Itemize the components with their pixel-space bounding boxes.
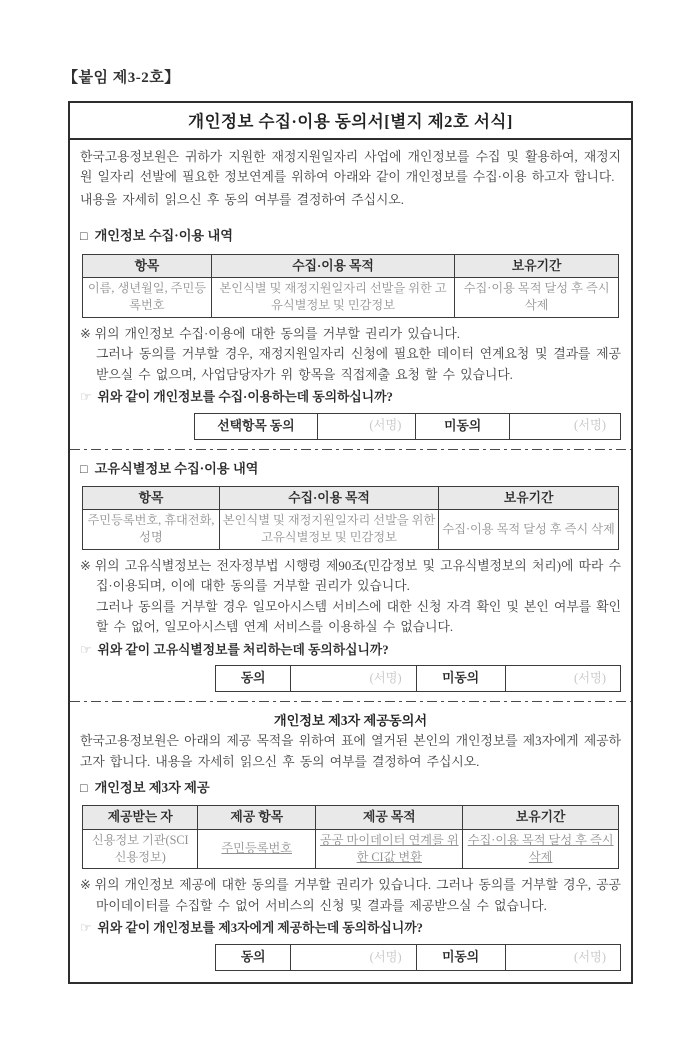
- section-personal-heading-label: 개인정보 수집·이용 내역: [94, 228, 233, 244]
- signature-table-unique: [215, 665, 621, 692]
- form-intro: 한국고용정보원은 귀하가 지원한 재정지원일자리 사업에 개인정보를 수집 및 활용하여, 재정지원 일자리 선발에 필요한 정보연계를 위하여 아래와 같이 개인정보를 수집·이용 하고자 합니다.: [80, 150, 621, 185]
- section-third-party-heading: [80, 777, 621, 798]
- agree-label: 동의: [216, 944, 291, 970]
- disagree-signature-field[interactable]: (서명): [505, 944, 620, 970]
- note-line: 그러나 동의를 거부할 경우, 재정지원일자리 신청에 필요한 데이터 연계요청 및 결과를 제공 받으실 수 없으며, 사업담당자가 위 항목을 직접제출 요청 할 수 있습니다.: [96, 347, 621, 382]
- section-divider: [70, 701, 631, 702]
- note-text: 위의 고유식별정보는 전자정부법 시행령 제90조(민감정보 및 고유식별정보의 처리)에 따라 수집·이용되며, 이에 대한 동의를 거부할 권리가 있습니다.: [94, 558, 622, 594]
- disagree-label: 미동의: [416, 944, 505, 970]
- note-line: 그러나 동의를 거부할 경우 일모아시스템 서비스에 대한 신청 자격 확인 및 본인 여부를 확인할 수 없어, 일모아시스템 연계 서비스를 이용하실 수 없습니다.: [96, 599, 621, 635]
- pointing-hand-icon: ☞: [80, 921, 92, 936]
- reference-mark-icon: ※: [80, 878, 91, 893]
- section-unique-heading: [80, 458, 621, 479]
- signature-table-personal: [194, 413, 621, 440]
- third-party-table: [82, 805, 619, 869]
- third-party-intro: 한국고용정보원은 아래의 제공 목적을 위하여 표에 열거된 본인의 개인정보를 제3자에게 제공하고자 합니다. 내용을 자세히 읽으신 후 동의 여부를 결정하여 주십시오.: [80, 734, 621, 769]
- section-third-party: [80, 710, 621, 971]
- disagree-label: 미동의: [416, 413, 510, 439]
- cell-purpose: 본인식별 및 재정지원일자리 선발을 위한 고유식별정보 및 민감정보: [219, 510, 439, 550]
- section-unique-heading-label: 고유식별정보 수집·이용 내역: [94, 460, 259, 476]
- agree-label: 동의: [216, 666, 291, 692]
- cell-provided-item: 주민등록번호: [198, 829, 316, 869]
- reference-mark-icon: ※: [80, 558, 91, 573]
- consent-question: [80, 918, 621, 938]
- consent-question-text: 위와 같이 고유식별정보를 처리하는데 동의하십니까?: [97, 642, 389, 657]
- consent-question-text: 위와 같이 개인정보를 수집·이용하는데 동의하십니까?: [97, 390, 393, 405]
- consent-question: [80, 640, 621, 660]
- table-header-row: [83, 806, 619, 829]
- column-header-provide-purpose: 제공 목적: [316, 806, 463, 829]
- disagree-signature-field[interactable]: (서명): [505, 666, 620, 692]
- note-line: [80, 875, 621, 916]
- column-header-purpose: 수집·이용 목적: [219, 486, 439, 509]
- checkbox-icon: □: [80, 781, 88, 796]
- column-header-recipient: 제공받는 자: [83, 806, 198, 829]
- cell-retention: 수집·이용 목적 달성 후 즉시 삭제: [439, 510, 618, 550]
- agree-label: 선택항목 동의: [194, 413, 318, 439]
- note-text: 위의 개인정보 수집·이용에 대한 동의를 거부할 권리가 있습니다.: [94, 326, 460, 341]
- agree-signature-field[interactable]: (서명): [318, 413, 416, 439]
- personal-info-table: [82, 254, 619, 318]
- column-header-retention: 보유기간: [439, 486, 618, 509]
- note-text: 위의 개인정보 제공에 대한 동의를 거부할 권리가 있습니다. 그러나 동의를 거부할 경우, 공공 마이데이터를 수집할 수 없어 서비스의 신청 및 결과를 제공받으실 수 없습니다.: [94, 878, 621, 913]
- consent-question-text: 위와 같이 개인정보를 제3자에게 제공하는데 동의하십니까?: [97, 921, 423, 936]
- column-header-provided-item: 제공 항목: [198, 806, 316, 829]
- third-party-title: 개인정보 제3자 제공동의서: [273, 713, 428, 729]
- disagree-signature-field[interactable]: (서명): [510, 413, 621, 439]
- attachment-label: 【붙임 제3-2호】: [63, 70, 180, 86]
- form-body: [70, 140, 631, 982]
- table-header-row: [83, 254, 619, 277]
- cell-item: 주민등록번호, 휴대전화, 성명: [83, 510, 220, 550]
- column-header-retention: 보유기간: [455, 254, 618, 277]
- table-header-row: [83, 486, 619, 509]
- checkbox-icon: □: [80, 229, 88, 244]
- form-title: 개인정보 수집·이용 동의서[별지 제2호 서식]: [70, 103, 631, 140]
- cell-item: 이름, 생년월일, 주민등록번호: [83, 278, 212, 318]
- section-personal-info: [80, 225, 621, 439]
- section-divider: [70, 449, 631, 450]
- form-intro-instruction: 내용을 자세히 읽으신 후 동의 여부를 결정하여 주십시오.: [80, 192, 404, 207]
- pointing-hand-icon: ☞: [80, 390, 92, 405]
- table-row: [83, 829, 619, 869]
- agree-signature-field[interactable]: (서명): [291, 944, 416, 970]
- section-third-party-heading-label: 개인정보 제3자 제공: [94, 780, 210, 796]
- reference-mark-icon: ※: [80, 326, 91, 341]
- note-line: [80, 324, 621, 344]
- section-unique-id-info: [80, 458, 621, 693]
- disagree-label: 미동의: [416, 666, 505, 692]
- section-personal-notes: [80, 324, 621, 385]
- table-row: [83, 510, 619, 550]
- table-row: [83, 278, 619, 318]
- column-header-purpose: 수집·이용 목적: [211, 254, 455, 277]
- cell-recipient: 신용정보 기관(SCI신용정보): [83, 829, 198, 869]
- column-header-retention: 보유기간: [463, 806, 618, 829]
- cell-purpose: 본인식별 및 재정지원일자리 선발을 위한 고유식별정보 및 민감정보: [211, 278, 455, 318]
- unique-id-table: [82, 486, 619, 550]
- column-header-item: 항목: [83, 254, 212, 277]
- section-third-party-notes: [80, 875, 621, 916]
- cell-provide-purpose: 공공 마이데이터 연계를 위한 CI값 변환: [316, 829, 463, 869]
- signature-table-third-party: [215, 944, 621, 971]
- section-personal-heading: [80, 225, 621, 246]
- checkbox-icon: □: [80, 461, 88, 476]
- section-unique-notes: [80, 556, 621, 638]
- cell-retention: 수집·이용 목적 달성 후 즉시 삭제: [455, 278, 618, 318]
- cell-retention: 수집·이용 목적 달성 후 즉시 삭제: [463, 829, 618, 869]
- agree-signature-field[interactable]: (서명): [291, 666, 416, 692]
- consent-form-document: [68, 101, 633, 984]
- note-line: [80, 556, 621, 597]
- column-header-item: 항목: [83, 486, 220, 509]
- pointing-hand-icon: ☞: [80, 642, 92, 657]
- consent-question: [80, 387, 621, 407]
